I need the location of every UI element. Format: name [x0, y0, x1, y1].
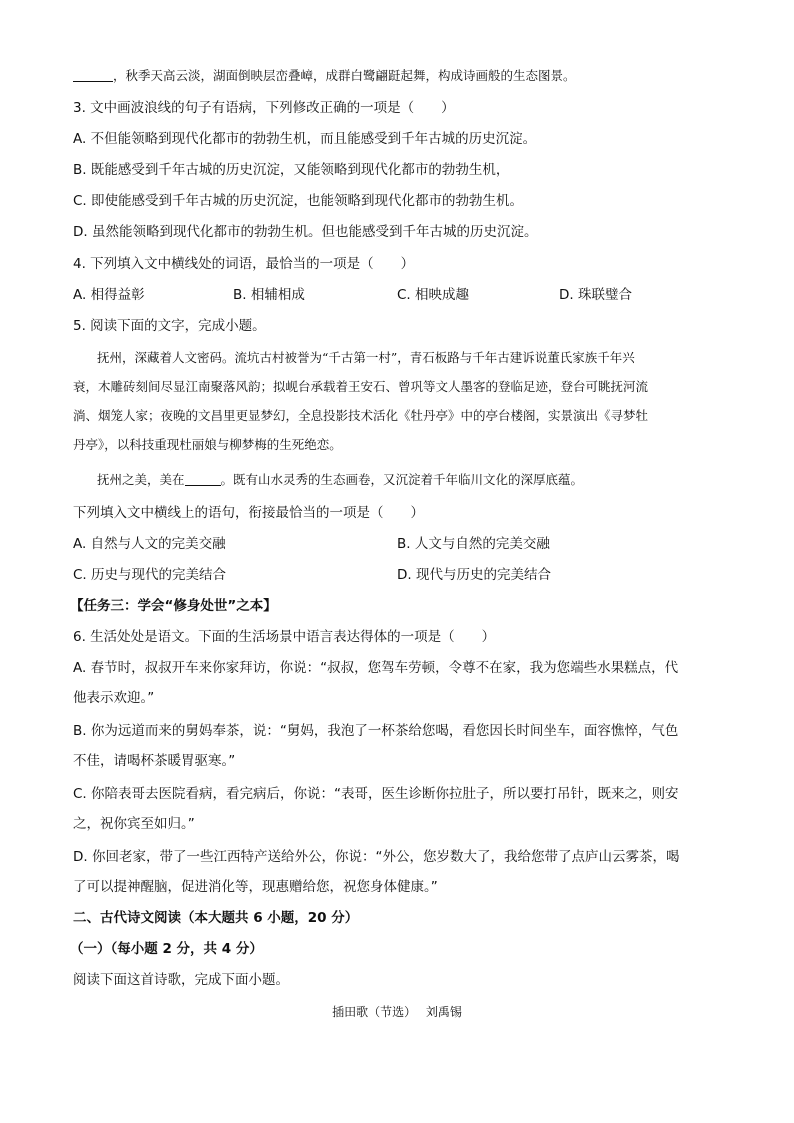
section2-heading: 二、古代诗文阅读（本大题共 6 小题，20 分） — [73, 910, 359, 926]
q4-option-d: D. 珠联璧合 — [559, 287, 632, 303]
q6-option-a-cont: 他表示欢迎。” — [73, 690, 155, 706]
q6-option-b-cont: 不佳，请喝杯茶暖胃驱寒。” — [73, 753, 236, 769]
poem-title: 插田歌（节选） 刘禹锡 — [332, 1005, 462, 1019]
q4-option-b: B. 相辅相成 — [233, 287, 305, 303]
q5-option-d: D. 现代与历史的完美结合 — [397, 567, 551, 583]
q6-option-c: C. 你陪表哥去医院看病，看完病后，你说：“表哥，医生诊断你拉肚子，所以要打吊针，既来之，则安 — [73, 786, 679, 802]
q6-option-c-cont: 之，祝你宾至如归。” — [73, 816, 195, 832]
q6-option-a: A. 春节时，叔叔开车来你家拜访，你说：“叔叔，您驾车劳顿，令尊不在家，我为您端些水果糕点，代 — [73, 660, 679, 676]
q5-sub-stem: 下列填入文中横线上的语句，衔接最恰当的一项是（ ） — [73, 505, 424, 521]
q4-option-c: C. 相映成趣 — [397, 287, 470, 303]
q6-option-d-cont: 了可以提神醒脑，促进消化等，现惠赠给您，祝您身体健康。” — [73, 879, 438, 895]
q4-options — [73, 285, 723, 305]
q4-stem: 4. 下列填入文中横线处的词语，最恰当的一项是（ ） — [73, 256, 415, 272]
q6-stem: 6. 生活处处是语文。下面的生活场景中语言表达得体的一项是（ ） — [73, 629, 496, 645]
q4-option-a: A. 相得益彰 — [73, 287, 145, 303]
q3-stem: 3. 文中画波浪线的句子有语病，下列修改正确的一项是（ ） — [73, 100, 455, 116]
passage-line: 淌、烟笼人家；夜晚的文昌里更显梦幻，全息投影技术活化《牡丹亭》中的亭台楼阁，实景演出《寻梦牡 — [73, 408, 649, 423]
passage-line: 抚州，深藏着人文密码。流坑古村被誉为“千古第一村”，青石板路与千年古建诉说董氏家族千年兴 — [97, 350, 635, 365]
part1-heading: （一）（每小题 2 分，共 4 分） — [70, 941, 263, 957]
q6-option-b: B. 你为远道而来的舅妈奉茶，说：“舅妈，我泡了一杯茶给您喝，看您因长时间坐车，面容憔悴，气色 — [73, 723, 679, 739]
top-line — [73, 66, 723, 86]
q6-option-d: D. 你回老家，带了一些江西特产送给外公，你说：“外公，您岁数大了，我给您带了点庐山云雾茶，喝 — [73, 849, 680, 865]
blank — [185, 471, 221, 486]
q5-stem: 5. 阅读下面的文字，完成小题。 — [73, 318, 266, 334]
q3-option-b: B. 既能感受到千年古城的历史沉淀，又能领略到现代化都市的勃勃生机， — [73, 162, 510, 178]
instruction: 阅读下面这首诗歌，完成下面小题。 — [73, 972, 289, 988]
q3-option-a: A. 不但能领略到现代化都市的勃勃生机，而且能感受到千年古城的历史沉淀。 — [73, 131, 537, 147]
q5-option-a: A. 自然与人文的完美交融 — [73, 536, 226, 552]
passage-text: 抚州之美，美在 — [97, 472, 185, 487]
q3-option-c: C. 即使能感受到千年古城的历史沉淀，也能领略到现代化都市的勃勃生机。 — [73, 193, 524, 209]
task3-heading: 【任务三：学会“修身处世”之本】 — [70, 598, 277, 614]
passage-text: 。既有山水灵秀的生态画卷，又沉淀着千年临川文化的深厚底蕴。 — [220, 472, 584, 487]
passage-line: 丹亭》，以科技重现杜丽娘与柳梦梅的生死绝恋。 — [73, 437, 342, 452]
q5-option-b: B. 人文与自然的完美交融 — [397, 536, 550, 552]
passage-line: 衰，木雕砖刻间尽显江南聚落风韵；拟岘台承载着王安石、曾巩等文人墨客的登临足迹，登台可眺抚河流 — [73, 379, 649, 394]
blank — [73, 67, 113, 82]
q3-option-d: D. 虽然能领略到现代化都市的勃勃生机。但也能感受到千年古城的历史沉淀。 — [73, 224, 538, 240]
q5-option-c: C. 历史与现代的完美结合 — [73, 567, 227, 583]
top-line-text: ，秋季天高云淡，湖面倒映层峦叠嶂，成群白鹭翩跹起舞，构成诗画般的生态图景。 — [113, 68, 576, 83]
passage-line — [97, 470, 747, 490]
